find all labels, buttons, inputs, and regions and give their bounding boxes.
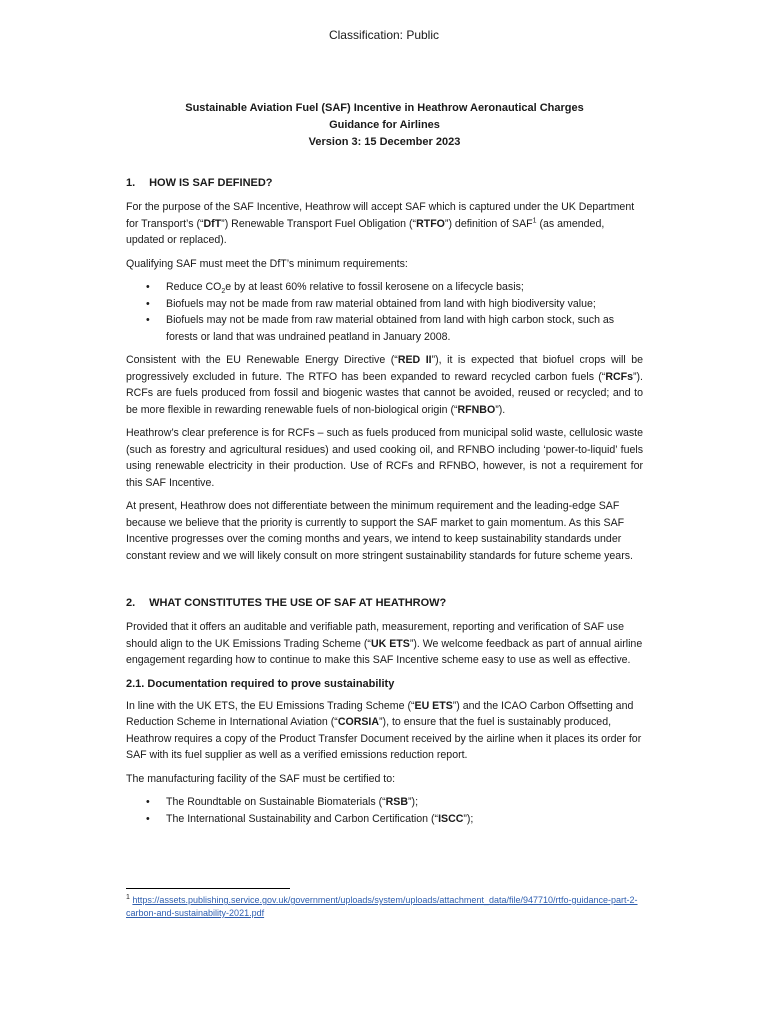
classification-label: Classification: Public bbox=[328, 28, 440, 42]
footnote bbox=[126, 894, 643, 920]
section-1-paragraph-2: Qualifying SAF must meet the DfT’s minimum requirements: bbox=[126, 257, 408, 270]
title-line-3: Version 3: 15 December 2023 bbox=[308, 136, 461, 148]
section-2-heading: 2. WHAT CONSTITUTES THE USE OF SAF AT HEATHROW? bbox=[126, 597, 447, 609]
subsection-2-1-paragraph-1: In line with the UK ETS, the EU Emissions Trading Scheme (“EU ETS”) and the ICAO Carbon Offsetting and Reduction Scheme in International Aviation (“CORSIA”), to ensure that the fuel is sustainably produced, Heathrow requires a copy of the Product Transfer Document received by the airline when it places its order for SAF with its fuel supplier as well as a verified emissions reduction report. bbox=[126, 699, 642, 761]
subsection-2-1-heading: 2.1. Documentation required to prove sustainability bbox=[126, 677, 395, 690]
footnote-divider bbox=[126, 888, 290, 889]
list-item: • Biofuels may not be made from raw material obtained from land with high biodiversity value; bbox=[166, 296, 643, 313]
list-item: • The Roundtable on Sustainable Biomaterials (“RSB”); bbox=[166, 794, 643, 811]
subsection-2-1-paragraph-2: The manufacturing facility of the SAF must be certified to: bbox=[126, 772, 396, 785]
title-line-1: Sustainable Aviation Fuel (SAF) Incentive in Heathrow Aeronautical Charges bbox=[185, 102, 584, 114]
section-1-paragraph-3: Consistent with the EU Renewable Energy Directive (“RED II”), it is expected that biofuel crops will be progressively excluded in future. The RTFO has been expanded to reward recycled carbon fuels (“RCFs”). RCFs are fuels produced from fossil and biogenic wastes that cannot be avoided, reused or recycled; and to be more flexible in rewarding renewable fuels of non-biological origin (“RFNBO”). bbox=[126, 354, 643, 416]
requirements-list bbox=[126, 279, 643, 345]
section-1-paragraph-1: For the purpose of the SAF Incentive, Heathrow will accept SAF which is captured under the UK Department for Transport’s (“DfT”) Renewable Transport Fuel Obligation (“RTFO”) definition of SAF$^1$ (as amended, updated or replaced). bbox=[126, 201, 635, 246]
certification-list bbox=[126, 794, 643, 827]
document-body bbox=[126, 100, 643, 834]
footnote-link[interactable]: https://assets.publishing.service.gov.uk/government/uploads/system/uploads/attachment_data/file/947710/rtfo-guidance-part-2-carbon-and-sustainability-2021.pdf bbox=[126, 895, 638, 918]
section-2-paragraph-1: Provided that it offers an auditable and verifiable path, measurement, reporting and verification of SAF use should align to the UK Emissions Trading Scheme (“UK ETS”). We welcome feedback as part of annual airline engagement regarding how to continue to make this SAF Incentive scheme easy to use as well as effective. bbox=[126, 621, 643, 666]
section-1-heading: 1. HOW IS SAF DEFINED? bbox=[126, 177, 273, 189]
footnote-number: 1 bbox=[126, 894, 130, 901]
list-item: • Reduce $CO_2e$ by at least 60% relative to fossil kerosene on a lifecycle basis; bbox=[166, 279, 643, 296]
document-title bbox=[126, 100, 643, 151]
footnote-ref[interactable]: 1 bbox=[532, 216, 537, 224]
list-item: • The International Sustainability and Carbon Certification (“ISCC”); bbox=[166, 811, 643, 828]
title-line-2: Guidance for Airlines bbox=[329, 119, 440, 131]
section-1-paragraph-4: Heathrow’s clear preference is for RCFs – such as fuels produced from municipal solid waste, cellulosic waste (such as forestry and agricultural residues) and used cooking oil, and RFNBO including ‘power-to-liquid’ fuels using renewable electricity in their production. Use of RCFs and RFNBO, however, is not a requirement for this SAF Incentive. bbox=[126, 427, 643, 489]
section-1-paragraph-5: At present, Heathrow does not differentiate between the minimum requirement and the leading-edge SAF because we believe that the priority is currently to support the SAF market to gain momentum. As this SAF Incentive progresses over the coming months and years, we intend to keep sustainability standards under constant review and we will likely consult on more stringent sustainability standards for future scheme years. bbox=[126, 500, 633, 562]
list-item: • Biofuels may not be made from raw material obtained from land with high carbon stock, such as forests or land that was undrained peatland in January 2008. bbox=[166, 312, 643, 345]
